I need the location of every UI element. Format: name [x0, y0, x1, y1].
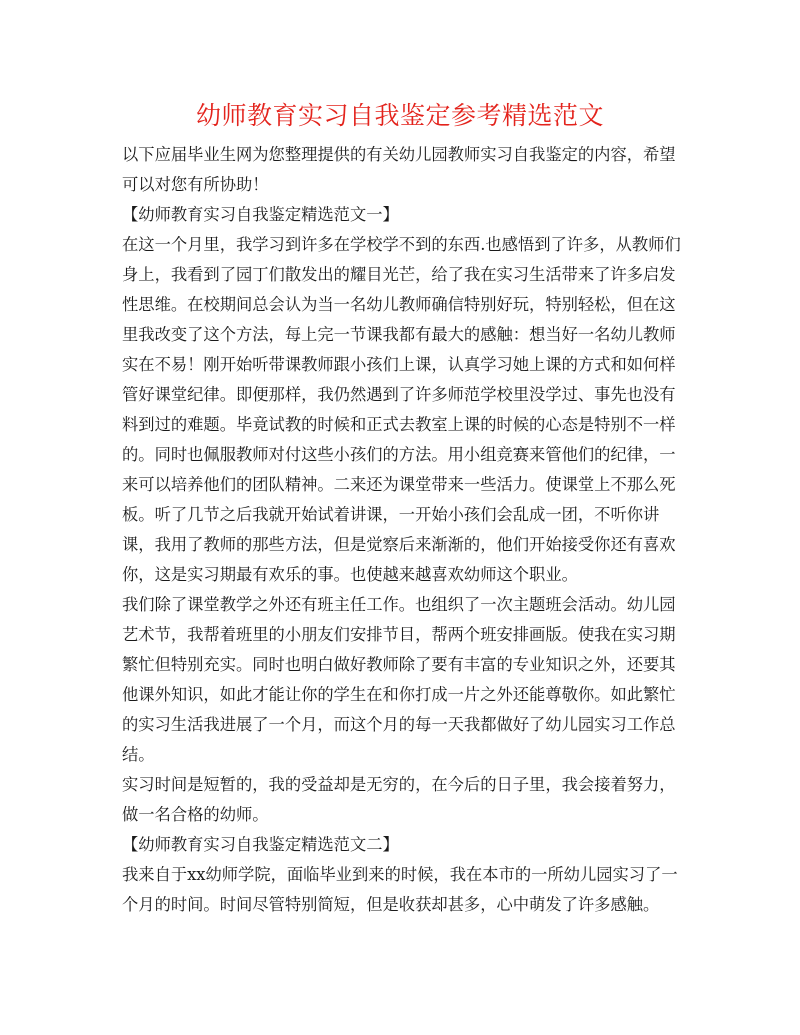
body-paragraph: 在这一个月里，我学习到许多在学校学不到的东西.也感悟到了许多，从教师们身上，我看到了园丁们散发出的耀目光芒，给了我在实习生活带来了许多启发性思维。在校期间总会认为当一名幼儿教师确信特别好玩，特别轻松，但在这里我改变了这个方法，每上完一节课我都有最大的感触：想当好一名幼儿教师实在不易！刚开始听带课教师跟小孩们上课，认真学习她上课的方式和如何样管好课堂纪律。即便那样，我仍然遇到了许多师范学校里没学过、事先也没有料到过的难题。毕竟试教的时候和正式去教室上课的时候的心态是特别不一样的。同时也佩服教师对付这些小孩们的方法。用小组竞赛来管他们的纪律，一来可以培养他们的团队精神。二来还为课堂带来一些活力。使课堂上不那么死板。听了几节之后我就开始试着讲课，一开始小孩们会乱成一团，不听你讲课，我用了教师的那些方法，但是觉察后来渐渐的，他们开始接受你还有喜欢你，这是实习期最有欢乐的事。也使越来越喜欢幼师这个职业。: [122, 235, 681, 584]
section-heading-two: 【幼师教育实习自我鉴定精选范文二】: [122, 835, 399, 854]
section-heading-one: 【幼师教育实习自我鉴定精选范文一】: [122, 205, 399, 224]
body-paragraph: 我来自于xx幼师学院，面临毕业到来的时候，我在本市的一所幼儿园实习了一个月的时间。时间尽管特别简短，但是收获却甚多，心中萌发了许多感触。: [122, 865, 678, 914]
body-paragraph: 我们除了课堂教学之外还有班主任工作。也组织了一次主题班会活动。幼儿园艺术节，我帮着班里的小朋友们安排节目，帮两个班安排画版。使我在实习期繁忙但特别充实。同时也明白做好教师除了要有丰富的专业知识之外，还要其他课外知识，如此才能让你的学生在和你打成一片之外还能尊敬你。如此繁忙的实习生活我进展了一个月，而这个月的每一天我都做好了幼儿园实习工作总结。: [122, 595, 676, 764]
document-body: [122, 140, 682, 920]
intro-paragraph: 以下应届毕业生网为您整理提供的有关幼儿园教师实习自我鉴定的内容，希望可以对您有所协助！: [122, 145, 676, 194]
document-title: 幼师教育实习自我鉴定参考精选范文: [195, 101, 604, 130]
body-paragraph: 实习时间是短暂的，我的受益却是无穷的，在今后的日子里，我会接着努力，做一名合格的幼师。: [122, 775, 676, 824]
